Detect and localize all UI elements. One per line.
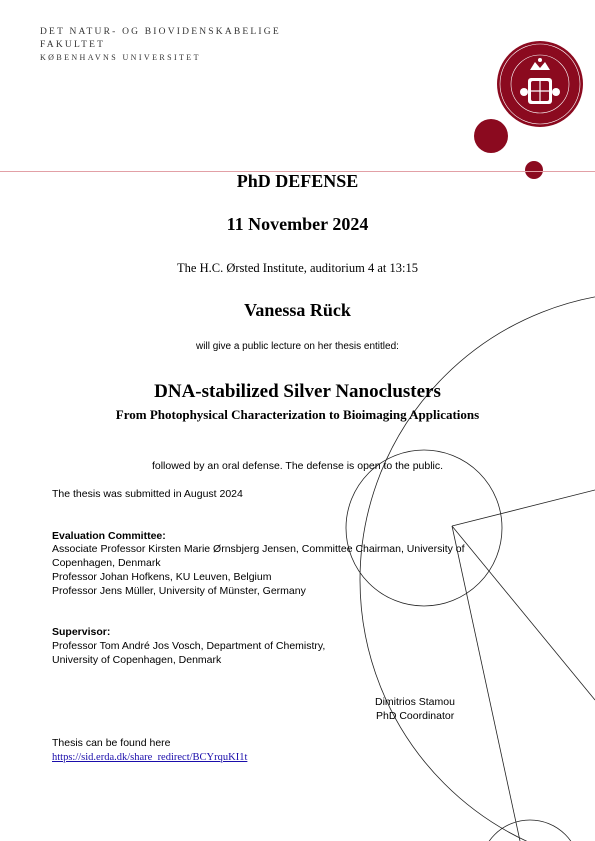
deco-circle-small [346,450,502,606]
lecture-text: will give a public lecture on her thesis entitled: [196,341,399,352]
committee-line: Professor Jens Müller, University of Münster, Germany [52,585,306,597]
coordinator-role: PhD Coordinator [376,710,455,722]
university-name: KØBENHAVNS UNIVERSITET [40,53,201,62]
thesis-link-row [52,751,247,765]
faculty-line-2: FAKULTET [40,40,106,50]
deco-line-3 [452,526,595,700]
university-seal-icon [497,41,583,127]
deco-circle-large [360,292,595,841]
supervisor-line: Professor Tom André Jos Vosch, Department of Chemistry, [52,640,326,652]
deco-line-2 [452,526,520,841]
defense-venue: The H.C. Ørsted Institute, auditorium 4 at 13:15 [177,261,418,275]
deco-circle-bottom [480,820,580,841]
page-title: PhD DEFENSE [236,171,359,191]
committee-line: Copenhagen, Denmark [52,557,161,569]
red-dot-large [474,119,508,153]
coordinator-name: Dimitrios Stamou [375,696,455,708]
deco-line-1 [452,490,595,526]
thesis-link[interactable]: https://sid.erda.dk/share_redirect/BCYrquKI1t [52,752,248,763]
candidate-name: Vanessa Rück [244,300,351,320]
submitted-text: The thesis was submitted in August 2024 [52,488,243,500]
followed-text: followed by an oral defense. The defense is open to the public. [151,460,444,472]
supervisor-heading: Supervisor: [52,626,111,638]
thesis-subtitle: From Photophysical Characterization to Bioimaging Applications [115,407,480,422]
committee-line: Associate Professor Kirsten Marie Ørnsbjerg Jensen, Committee Chairman, University of [52,543,465,555]
committee-heading: Evaluation Committee: [52,530,166,542]
thesis-link-label: Thesis can be found here [52,737,171,749]
faculty-line-1: DET NATUR- OG BIOVIDENSKABELIGE [40,27,281,37]
defense-date: 11 November 2024 [226,214,369,234]
committee-line: Professor Johan Hofkens, KU Leuven, Belgium [52,571,272,583]
supervisor-line: University of Copenhagen, Denmark [52,654,222,666]
thesis-title: DNA-stabilized Silver Nanoclusters [154,381,441,402]
